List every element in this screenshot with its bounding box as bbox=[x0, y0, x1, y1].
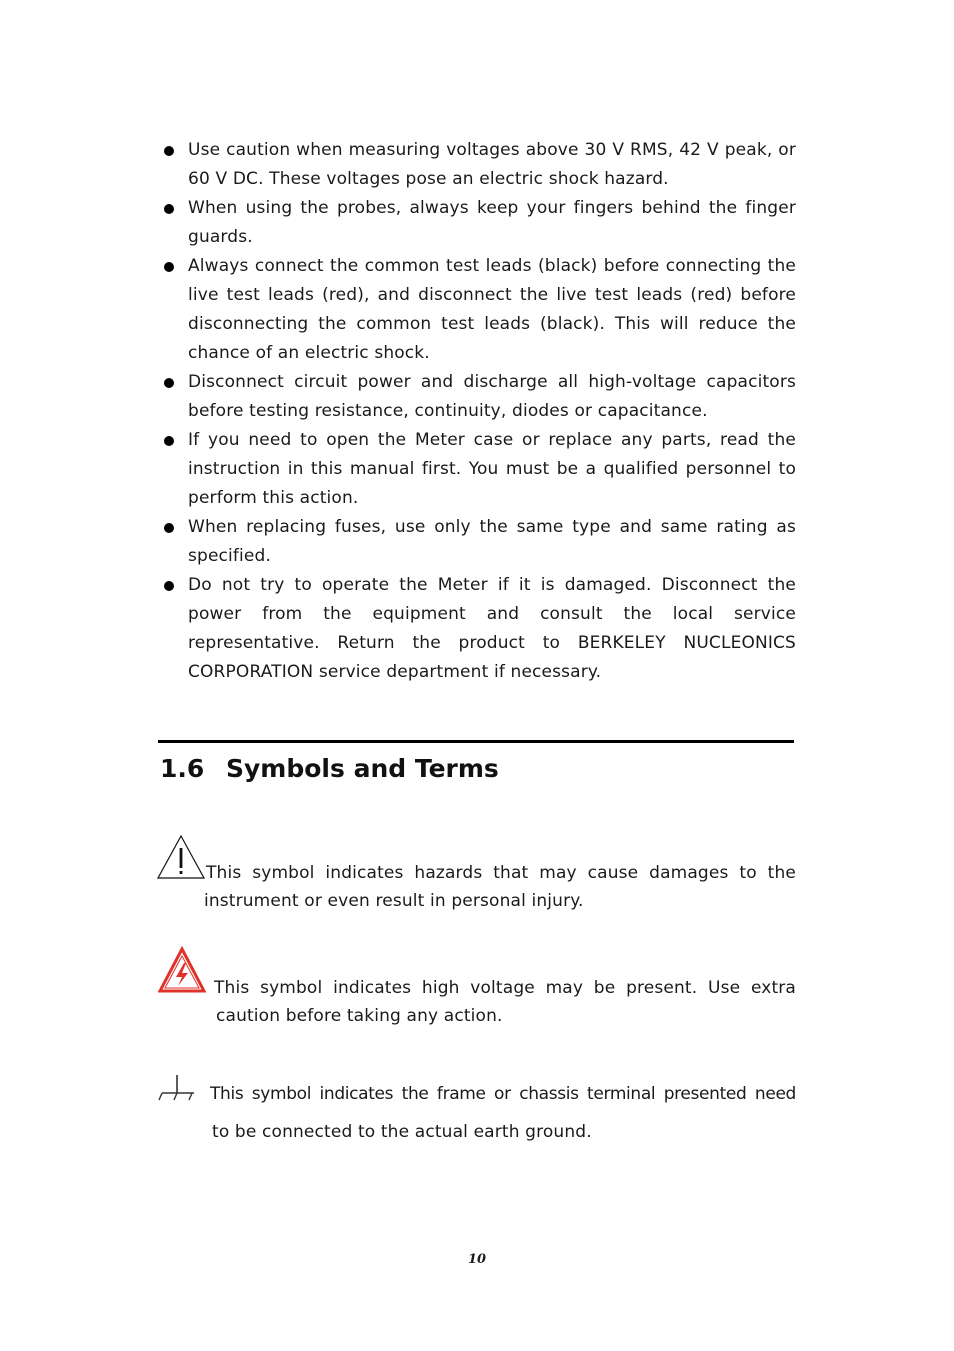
bullet-dot-icon bbox=[164, 436, 174, 446]
high-voltage-line-2-wrap bbox=[216, 1002, 796, 1030]
bullet-dot-icon bbox=[164, 262, 174, 272]
list-item bbox=[160, 513, 796, 571]
caution-line-1: This symbol indicates hazards that may cause damages to the bbox=[206, 863, 796, 883]
ground-line-1: This symbol indicates the frame or chassis terminal presented need bbox=[210, 1084, 796, 1104]
section-number: 1.6 bbox=[160, 754, 205, 783]
page-number: 10 bbox=[467, 1252, 487, 1267]
list-item bbox=[160, 194, 796, 252]
caution-line-2: instrument or even result in personal injury. bbox=[204, 891, 584, 911]
high-voltage-icon bbox=[158, 946, 206, 994]
bullet-text: Use caution when measuring voltages above 30 V RMS, 42 V peak, or 60 V DC. These voltages pose an electric shock hazard. bbox=[188, 140, 796, 189]
high-voltage-line-1: This symbol indicates high voltage may be present. Use extra bbox=[214, 978, 796, 998]
bullet-dot-icon bbox=[164, 204, 174, 214]
bullet-dot-icon bbox=[164, 378, 174, 388]
bullet-dot-icon bbox=[164, 146, 174, 156]
section-heading bbox=[160, 754, 499, 783]
list-item bbox=[160, 136, 796, 194]
section-divider bbox=[158, 740, 794, 743]
caution-symbol-description bbox=[206, 859, 796, 887]
ground-line-2-wrap bbox=[212, 1118, 796, 1146]
list-item bbox=[160, 426, 796, 513]
section-title: Symbols and Terms bbox=[226, 754, 499, 783]
bullet-text: Do not try to operate the Meter if it is damaged. Disconnect the power from the equipment and consult the local service representative. Return the product to BERKELEY NUCLEONICS CORPORATION service department if necessary. bbox=[188, 575, 796, 682]
chassis-ground-icon bbox=[158, 1073, 196, 1103]
bullet-text: If you need to open the Meter case or replace any parts, read the instruction in this manual first. You must be a qualified personnel to perform this action. bbox=[188, 430, 796, 508]
bullet-text: When using the probes, always keep your fingers behind the finger guards. bbox=[188, 198, 796, 247]
bullet-text: Always connect the common test leads (black) before connecting the live test leads (red), and disconnect the live test leads (red) before disconnecting the common test leads (black). This will reduce the chance of an electric shock. bbox=[188, 256, 796, 363]
ground-symbol-description bbox=[210, 1080, 796, 1108]
bullet-dot-icon bbox=[164, 523, 174, 533]
caution-triangle-icon bbox=[156, 834, 206, 880]
bullet-text: When replacing fuses, use only the same type and same rating as specified. bbox=[188, 517, 796, 566]
safety-bullet-list bbox=[160, 136, 796, 687]
bullet-dot-icon bbox=[164, 581, 174, 591]
ground-line-2: to be connected to the actual earth ground. bbox=[212, 1122, 592, 1142]
caution-line-2-wrap bbox=[204, 887, 796, 915]
list-item bbox=[160, 571, 796, 687]
bullet-text: Disconnect circuit power and discharge all high-voltage capacitors before testing resistance, continuity, diodes or capacitance. bbox=[188, 372, 796, 421]
high-voltage-line-2: caution before taking any action. bbox=[216, 1006, 503, 1026]
list-item bbox=[160, 368, 796, 426]
list-item bbox=[160, 252, 796, 368]
high-voltage-symbol-description bbox=[214, 974, 796, 1002]
